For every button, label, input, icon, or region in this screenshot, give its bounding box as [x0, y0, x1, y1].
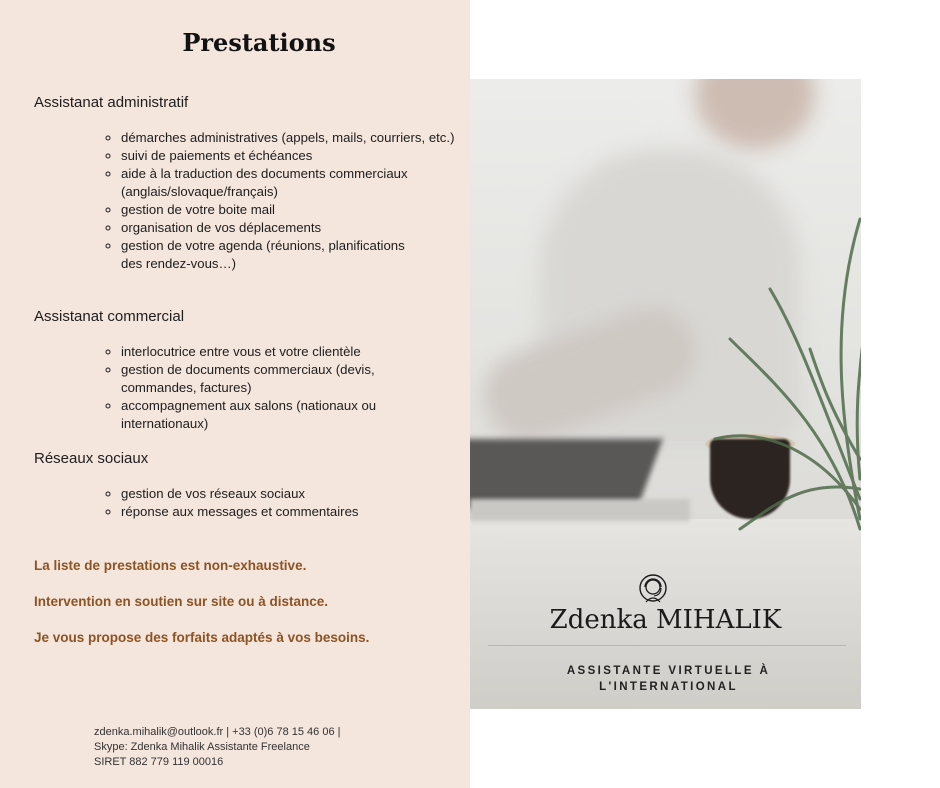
contact-email-phone: zdenka.mihalik@outlook.fr | +33 (0)6 78 15 46 06 | [94, 726, 341, 738]
list-administratif [104, 129, 471, 273]
brand-tagline [470, 663, 861, 695]
brand-tagline-line2: L'INTERNATIONAL [599, 681, 738, 693]
note-forfaits: Je vous propose des forfaits adaptés à vos besoins. [34, 630, 370, 645]
list-item: ◦ démarches administratives (appels, mails, courriers, etc.) [121, 129, 471, 147]
contact-siret: SIRET 882 779 119 00016 [94, 756, 224, 768]
headset-person-icon [636, 572, 670, 606]
brand-divider [488, 645, 846, 646]
brand-name: Zdenka MIHALIK [549, 605, 782, 635]
list-item: ◦ organisation de vos déplacements [121, 219, 471, 237]
page-title: Prestations [182, 28, 336, 57]
list-item: ◦ interlocutrice entre vous et votre clientèle [121, 343, 421, 361]
photo-laptop-base [470, 499, 690, 521]
note-intervention: Intervention en soutien sur site ou à distance. [34, 594, 329, 609]
list-item: ◦ gestion de vos réseaux sociaux [121, 485, 471, 503]
plant-icon [710, 179, 861, 539]
list-commercial [104, 343, 421, 433]
contact-info [94, 725, 341, 770]
contact-skype: Skype: Zdenka Mihalik Assistante Freelance [94, 741, 310, 753]
list-item: ◦ accompagnement aux salons (nationaux ou internationaux) [121, 397, 421, 433]
list-item: ◦ gestion de votre agenda (réunions, planifications des rendez-vous…) [121, 237, 421, 273]
list-item: ◦ gestion de documents commerciaux (devis, commandes, factures) [121, 361, 421, 397]
list-item: ◦ réponse aux messages et commentaires [121, 503, 471, 521]
section-heading-commercial: Assistanat commercial [34, 308, 185, 325]
brand-tagline-line1: ASSISTANTE VIRTUELLE À [566, 665, 771, 677]
photo-person-head [695, 79, 815, 149]
cover-photo [470, 79, 861, 709]
list-reseaux [104, 485, 471, 521]
list-item: ◦ gestion de votre boite mail [121, 201, 471, 219]
section-heading-administratif: Assistanat administratif [34, 94, 189, 111]
list-item: ◦ suivi de paiements et échéances [121, 147, 471, 165]
section-heading-reseaux: Réseaux sociaux [34, 450, 149, 467]
list-item: ◦ aide à la traduction des documents commerciaux (anglais/slovaque/français) [121, 165, 471, 201]
note-non-exhaustive: La liste de prestations est non-exhaustive. [34, 558, 307, 573]
